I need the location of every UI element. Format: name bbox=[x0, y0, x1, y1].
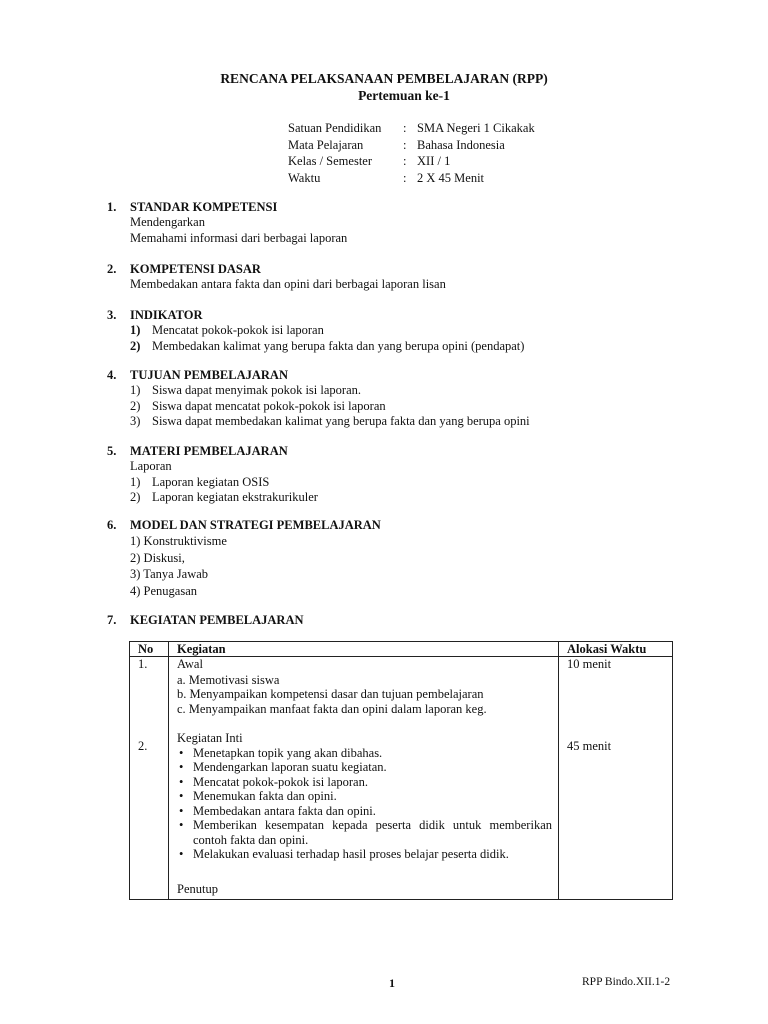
section-model-strategi bbox=[107, 517, 381, 599]
info-label: Kelas / Semester bbox=[288, 154, 373, 168]
list-item: 2) Diskusi, bbox=[130, 550, 185, 565]
document-code: RPP Bindo.XII.1-2 bbox=[582, 976, 671, 988]
bullet-item: • Membedakan antara fakta dan opini. bbox=[177, 804, 558, 819]
list-item: 1) Laporan kegiatan OSIS bbox=[130, 474, 270, 489]
section-heading: 6. MODEL DAN STRATEGI PEMBELAJARAN bbox=[107, 518, 381, 532]
list-item: 2) Membedakan kalimat yang berupa fakta dan yang berupa opini (pendapat) bbox=[130, 338, 525, 353]
bullet-item: • Mencatat pokok-pokok isi laporan. bbox=[177, 775, 558, 790]
section-indikator bbox=[107, 307, 524, 354]
bullet-item: • Memberikan kesempatan kepada peserta didik untuk memberikan contoh fakta dan opini. bbox=[177, 818, 558, 847]
section-heading: 3. INDIKATOR bbox=[107, 308, 203, 322]
bullet-item: • Mendengarkan laporan suatu kegiatan. bbox=[177, 760, 558, 775]
activities-table bbox=[129, 641, 673, 900]
section-text: Laporan bbox=[130, 459, 172, 473]
column-header: Kegiatan bbox=[169, 642, 559, 657]
page-number: 1 bbox=[389, 976, 395, 990]
info-row: Waktu : 2 X 45 Menit bbox=[288, 170, 485, 185]
list-item: 1) Konstruktivisme bbox=[130, 534, 227, 548]
section-heading: 2. KOMPETENSI DASAR bbox=[107, 262, 261, 276]
bullet-item: • Menetapkan topik yang akan dibahas. bbox=[177, 746, 558, 761]
list-item: b. Menyampaikan kompetensi dasar dan tujuan pembelajaran bbox=[177, 687, 484, 701]
table-cell bbox=[169, 657, 559, 900]
section-text: Mendengarkan bbox=[130, 215, 205, 229]
column-header: Alokasi Waktu bbox=[559, 642, 673, 657]
list-item: 3) Tanya Jawab bbox=[130, 567, 209, 581]
section-tujuan-pembelajaran bbox=[107, 367, 530, 430]
bullet-item: • Melakukan evaluasi terhadap hasil proses belajar peserta didik. bbox=[177, 847, 558, 862]
list-item: 2) Siswa dapat mencatat pokok-pokok isi laporan bbox=[130, 398, 386, 413]
table-row bbox=[130, 657, 673, 900]
section-heading: 1. STANDAR KOMPETENSI bbox=[107, 200, 278, 214]
info-label: Waktu bbox=[288, 170, 321, 185]
list-item: 3) Siswa dapat membedakan kalimat yang berupa fakta dan yang berupa opini bbox=[130, 414, 530, 428]
time-allocation: 10 menit bbox=[567, 657, 612, 671]
info-row: Satuan Pendidikan : SMA Negeri 1 Cikakak bbox=[288, 121, 535, 135]
info-value: SMA Negeri 1 Cikakak bbox=[417, 121, 535, 135]
section-text: Memahami informasi dari berbagai laporan bbox=[130, 230, 348, 245]
meeting-subtitle: Pertemuan ke-1 bbox=[358, 88, 450, 103]
phase-label: Awal bbox=[177, 657, 203, 671]
document-title-block bbox=[0, 71, 768, 104]
list-item: 2) Laporan kegiatan ekstrakurikuler bbox=[130, 490, 318, 504]
bullet-item: • Menemukan fakta dan opini. bbox=[177, 789, 558, 804]
list-item: 1) Siswa dapat menyimak pokok isi laporan. bbox=[130, 383, 361, 397]
info-label: Mata Pelajaran bbox=[288, 137, 364, 152]
table-cell: 1. 2. bbox=[130, 657, 169, 900]
column-header: No bbox=[130, 642, 169, 657]
section-materi-pembelajaran bbox=[107, 443, 318, 506]
list-item: 1) Mencatat pokok-pokok isi laporan bbox=[130, 323, 324, 337]
phase-label: Kegiatan Inti bbox=[177, 731, 243, 745]
section-heading: 4. TUJUAN PEMBELAJARAN bbox=[107, 368, 288, 382]
list-item: c. Menyampaikan manfaat fakta dan opini dalam laporan keg. bbox=[177, 701, 487, 716]
time-allocation: 45 menit bbox=[567, 738, 612, 753]
table-header-row bbox=[130, 642, 673, 657]
section-standar-kompetensi bbox=[107, 199, 347, 246]
section-kegiatan-pembelajaran bbox=[107, 612, 304, 628]
info-value: Bahasa Indonesia bbox=[417, 137, 505, 152]
info-row: Mata Pelajaran : Bahasa Indonesia bbox=[288, 137, 505, 152]
info-row: Kelas / Semester : XII / 1 bbox=[288, 154, 451, 168]
info-label: Satuan Pendidikan bbox=[288, 121, 382, 135]
list-item: 4) Penugasan bbox=[130, 583, 197, 598]
list-item: a. Memotivasi siswa bbox=[177, 672, 280, 687]
identity-block bbox=[288, 120, 535, 186]
document-title: RENCANA PELAKSANAAN PEMBELAJARAN (RPP) bbox=[220, 71, 548, 86]
section-text: Membedakan antara fakta dan opini dari berbagai laporan lisan bbox=[130, 277, 446, 291]
info-value: 2 X 45 Menit bbox=[417, 170, 485, 185]
section-heading: 7. KEGIATAN PEMBELAJARAN bbox=[107, 613, 304, 627]
section-kompetensi-dasar bbox=[107, 261, 446, 293]
section-heading: 5. MATERI PEMBELAJARAN bbox=[107, 444, 288, 458]
phase-label: Penutup bbox=[177, 881, 218, 896]
table-cell bbox=[559, 657, 673, 900]
info-value: XII / 1 bbox=[417, 154, 451, 168]
